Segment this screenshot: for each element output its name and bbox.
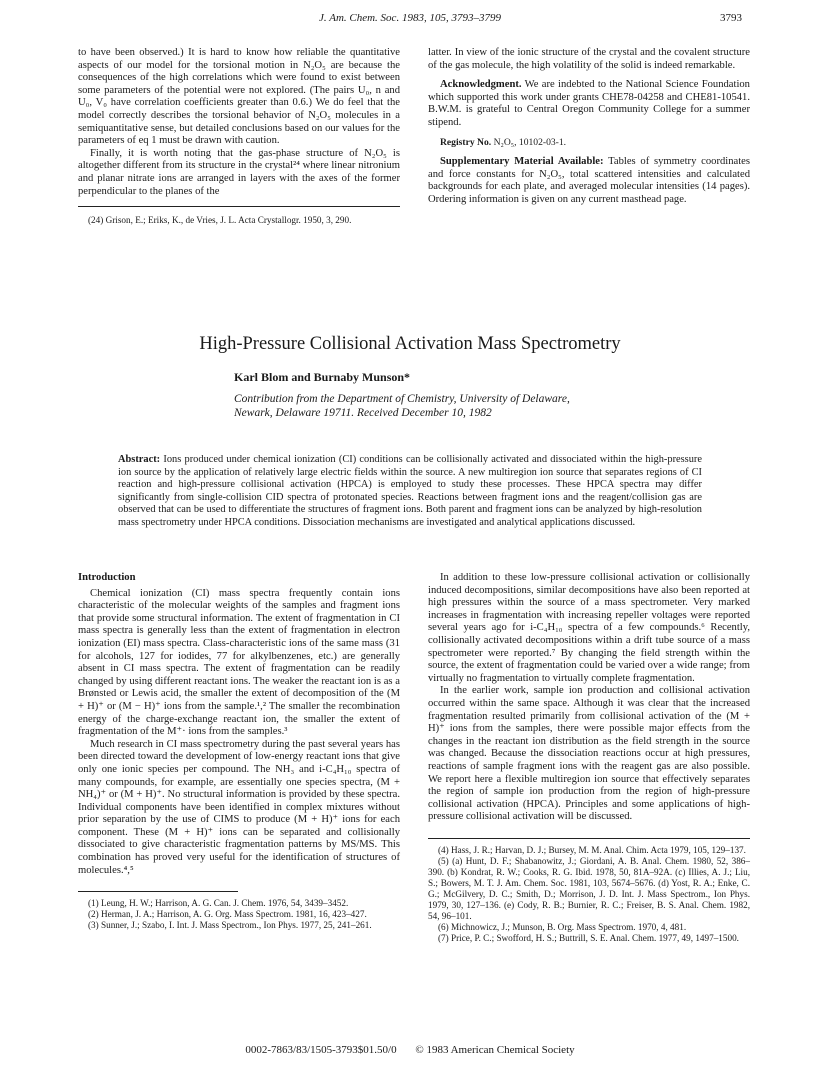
paragraph: Much research in CI mass spectrometry during the past several years has been directed toward the development of low-energy reactant ions that give only one ionic species per compound. The NH₃ and i-C₄H₁₀ spectra of many compounds, for example, are essentially one species spectra, (M + NH₄)⁺ or (M + H)⁺. No structural information is provided by these spectra. Individual components have been identified in complex mixtures without prior separation by the use of CIMS to produce (M + H)⁺ ions for each component. These (M + H)⁺ ions can be separated and collisionally dissociated to give characteristic fragmentation patterns by MS/MS. This combination has proved very useful for the identification of structures of molecules.⁴,⁵ — [78, 738, 400, 876]
footnote: (24) Grison, E.; Eriks, K., de Vries, J. L. Acta Crystallogr. 1950, 3, 290. — [88, 215, 352, 226]
article-authors: Karl Blom and Burnaby Munson* — [234, 370, 411, 384]
footnote: (1) Leung, H. W.; Harrison, A. G. Can. J. Chem. 1976, 54, 3439–3452. — [88, 898, 349, 909]
paragraph: to have been observed.) It is hard to know how reliable the quantitative aspects of our model for the torsional motion in N₂O₅ are because the consequences of the high correlations which were found to exist between some parameters of the potential were not explored. (The pairs U₀, n and U₀, V₀ have correlation coefficients greater than 0.6.) We do feel that the model correctly describes the torsional behavior of N₂O₅ molecules in a semiquantitative sense, but detailed conclusions based on our values for the parameters of eq 1 must be drawn with caution. — [78, 47, 400, 147]
paragraph: In addition to these low-pressure collisional activation or collisionally induced decompositions, similar decompositions have also been reported at high pressures within the source of a mass spectrometer. Very marked increases in fragmentation with increasing repeller voltages were reported several years ago for i-C₄H₁₀ spectra of a few compounds.⁶ Recently, collisionally activated decompositions within a drift tube source of a mass spectrometer were reported.⁷ By changing the field strength within the source, the extent of fragmentation could be varied over a wide range; from virtually no fragmentation to virtually complete fragmentation. — [428, 572, 750, 684]
previous-article-right-column — [428, 47, 750, 207]
page-footer — [0, 1044, 820, 1056]
affiliation-line: Newark, Delaware 19711. Received December 10, 1982 — [234, 407, 492, 419]
page-number: 3793 — [720, 12, 742, 24]
paragraph: Chemical ionization (CI) mass spectra frequently contain ions characteristic of the molecular weights of the samples and fragment ions that provide some structural information. The extent of fragmentation in CI mass spectra is generally less than the extent of fragmentation in electron ionization (EI) mass spectra. Class-characteristic ions of the same mass (31 for alcohols, 127 for iodides, 77 for alkylbenzenes, etc.) are generally absent in CI mass spectra. The extent of fragmentation can be readily changed by using different reactant ions. The weaker the reactant ion is as a Brønsted or Lewis acid, the smaller the extent of decomposition of the (M + H)⁺ or (M − H)⁺ ions from the sample.¹,² The smaller the recombination energy of the charge-exchange reactant ion, the smaller the extent of fragmentation of the M⁺· ions from the samples.³ — [78, 587, 400, 738]
footnote: (5) (a) Hunt, D. F.; Shabanowitz, J.; Giordani, A. B. Anal. Chem. 1980, 52, 386–390. (b) Kondrat, R. W.; Cooks, R. G. Ibid. 1978, 50, 81A–92A. (c) Illies, A. J.; Liu, S.; Bowers, M. T. J. Am. Chem. Soc. 1981, 103, 5674–5676. (d) Yost, R. A.; Enke, C. G.; McGilvery, D. C.; Smith, D.; Morrison, J. D. Int. J. Mass Spectrom., Ion Phys. 1979, 30, 127–136. (e) Cody, R. B.; Burnier, R. C.; Freiser, B. S. Anal. Chem. 1982, 54, 96–101. — [428, 855, 750, 921]
abstract-text: Ions produced under chemical ionization (CI) conditions can be collisionally activated and dissociated within the high-pressure ion source by the application of relatively large electric fields within the source. A new multiregion ion source that separates regions of CI reaction and high-pressure collisional activation (HPCA) is employed to study these processes. These HPCA spectra may differ significantly from single-collision CID spectra of protonated species. Reactions between fragment ions and the reagent/collision gas are observed that can be used to differentiate the structures of fragment ions. Both parent and fragment ions can be analyzed by high-resolution mass spectrometry under HPCA conditions. Dissociation mechanisms are investigated and analytical applications discussed. — [118, 454, 702, 528]
footnote: (3) Sunner, J.; Szabo, I. Int. J. Mass Spectrom., Ion Phys. 1977, 25, 241–261. — [88, 920, 372, 931]
journal-citation: J. Am. Chem. Soc. 1983, 105, 3793–3799 — [319, 12, 501, 24]
previous-article-left-column — [78, 47, 400, 226]
acknowledgment — [428, 79, 750, 129]
article-title: High-Pressure Collisional Activation Mass Spectrometry — [199, 334, 621, 354]
footnote-divider — [78, 206, 400, 207]
acknowledgment-heading: Acknowledgment. — [440, 79, 522, 91]
running-header — [78, 12, 742, 28]
registry-numbers — [428, 137, 750, 150]
supplementary-heading: Supplementary Material Available: — [440, 156, 604, 168]
paragraph: In the earlier work, sample ion production and collisional activation occurred within the same space. Although it was clear that the increased fragmentation resulted primarily from collisional activation of the (M + H)⁺ ions from the samples, there were possible major effects from the changes in the reactant ion distribution as the field strength in the source was changed. Because the dissociation reactions occur at high pressures, reactions of sample fragment ions with the reagent gas are also possible. We report here a flexible multiregion ion source that effectively separates the region of sample ion production from the region of high-pressure collisional activation (HPCA). Principles and some applications of high-pressure collisional activation will be discussed. — [428, 685, 750, 823]
section-heading: Introduction — [78, 572, 136, 583]
footnotes — [428, 845, 750, 944]
copyright: © 1983 American Chemical Society — [415, 1044, 575, 1056]
footnote: (2) Herman, J. A.; Harrison, A. G. Org. Mass Spectrom. 1981, 16, 423–427. — [88, 909, 367, 920]
footnote: (7) Price, P. C.; Swofford, H. S.; Buttrill, S. E. Anal. Chem. 1977, 49, 1497–1500. — [438, 932, 739, 943]
footnote-divider — [428, 838, 750, 839]
acknowledgment-text: We are indebted to the National Science Foundation which supported this work under grants CHE78-04258 and CHE81-10541. B.W.M. is grateful to Central Oregon Community College for a summer stipend. — [428, 79, 750, 128]
footnotes — [78, 215, 400, 226]
article-code: 0002-7863/83/1505-3793$01.50/0 — [245, 1044, 397, 1056]
abstract — [118, 454, 702, 530]
registry-heading: Registry No. — [440, 136, 492, 148]
article-affiliation — [234, 392, 570, 420]
main-right-column — [428, 572, 750, 944]
affiliation-line: Contribution from the Department of Chemistry, University of Delaware, — [234, 393, 570, 405]
footnotes — [78, 898, 400, 931]
main-left-column — [78, 572, 400, 931]
supplementary-material — [428, 156, 750, 206]
abstract-heading: Abstract: — [118, 454, 161, 465]
paragraph: latter. In view of the ionic structure of the crystal and the covalent structure of the gas molecule, the high volatility of the solid is indeed remarkable. — [428, 47, 750, 71]
footnote: (4) Hass, J. R.; Harvan, D. J.; Bursey, M. M. Anal. Chim. Acta 1979, 105, 129–137. — [438, 844, 746, 855]
paragraph: Finally, it is worth noting that the gas-phase structure of N₂O₅ is altogether different from its structure in the crystal²⁴ where linear nitronium and planar nitrate ions are arranged in layers with the axes of the former perpendicular to the planes of the — [78, 147, 400, 197]
footnote-divider — [78, 891, 238, 892]
supplementary-text: Tables of symmetry coordinates and force constants for N₂O₅, total scattered intensities and calculated backgrounds for each plate, and averaged molecular intensities (14 pages). Ordering information is given on any current masthead page. — [428, 156, 750, 205]
registry-text: N₂O₅, 10102-03-1. — [493, 136, 567, 148]
footnote: (6) Michnowicz, J.; Munson, B. Org. Mass Spectrom. 1970, 4, 481. — [438, 921, 687, 932]
